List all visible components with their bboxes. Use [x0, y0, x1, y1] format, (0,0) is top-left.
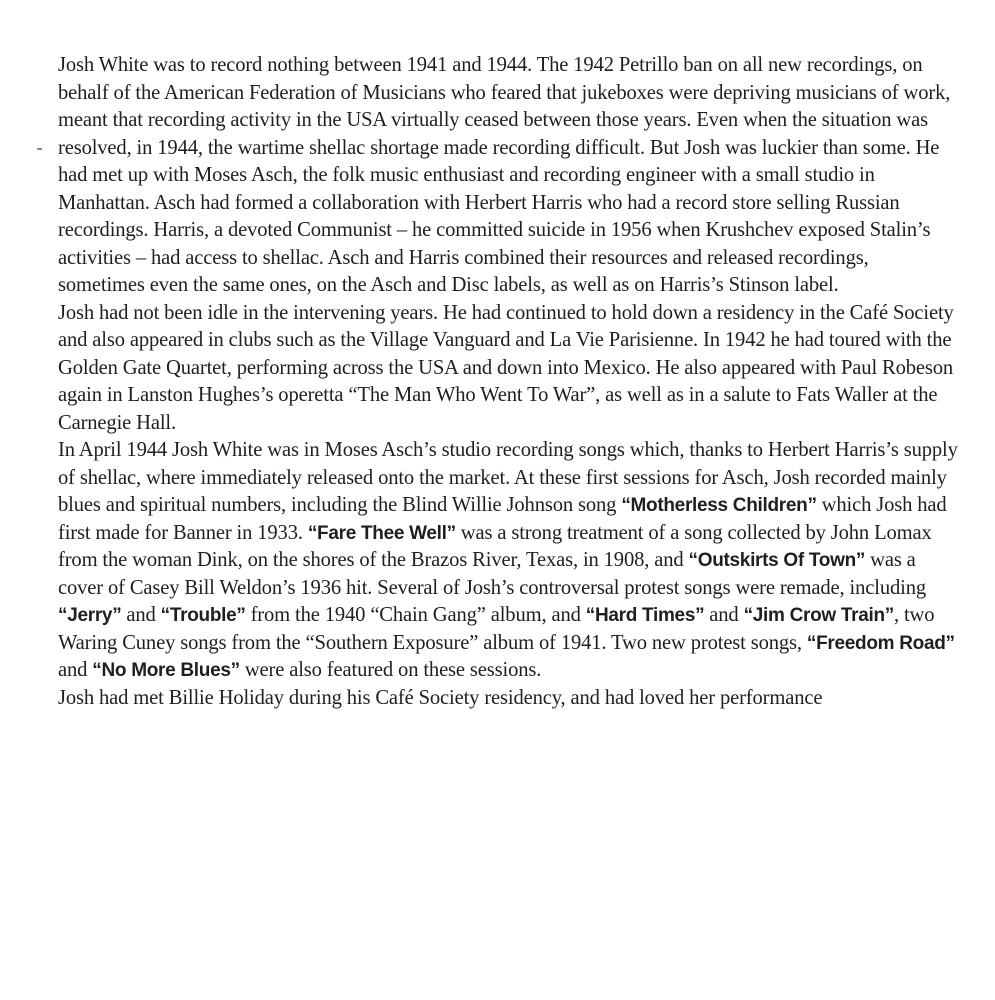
text-run: Josh White was to record nothing between 1941 and 1944. The 1942 Petrillo ban on all new recordings, on behalf of the American Federation of Musicians who feared that jukeboxes were depriving musicians of work, meant that recording activity in the USA virtually ceased between those years. Even when the situation was resolved, in 1944, the wartime shellac shortage made recording difficult. But Josh was luckier than some. He had met up with Moses Asch, the folk music enthusiast and recording engineer with a small studio in Manhattan. Asch had formed a collaboration with Herbert Harris who had a record store selling Russian recordings. Harris, a devoted Communist – he committed suicide in 1956 when Krushchev exposed Stalin’s activities – had access to shellac. Asch and Harris combined their resources and released recordings, sometimes even the same ones, on the Asch and Disc labels, as well as on Harris’s Stinson label. — [58, 54, 951, 296]
text-run: which Josh had first made for Banner in 1933. — [58, 494, 947, 544]
song-title: “Freedom Road” — [806, 632, 955, 654]
paragraph-4 — [58, 685, 958, 713]
text-run: Josh had met Billie Holiday during his Café Society residency, and had loved her performance — [58, 686, 823, 709]
song-title: “Jim Crow Train” — [743, 605, 894, 626]
paragraph-3 — [58, 437, 958, 685]
text-run: was a cover of Casey Bill Weldon’s 1936 hit. Several of Josh’s controversal protest songs were remade, including — [58, 549, 926, 599]
song-title: “Hard Times” — [585, 605, 705, 626]
song-title: “Motherless Children” — [621, 495, 817, 516]
document-body — [58, 52, 958, 712]
song-title: “Trouble” — [160, 605, 246, 626]
paragraph-1 — [58, 52, 958, 300]
song-title: “Fare Thee Well” — [307, 522, 456, 544]
song-title: “Jerry” — [58, 605, 122, 626]
text-run: was a strong treatment of a song collected by John Lomax from the woman Dink, on the shores of the Brazos River, Texas, in 1908, and — [58, 521, 932, 571]
text-run: , two Waring Cuney songs from the “Southern Exposure” album of 1941. Two new protest songs, — [58, 604, 935, 654]
text-run: were also featured on these sessions. — [239, 659, 542, 681]
text-run: and — [704, 604, 744, 626]
text-run: from the 1940 “Chain Gang” album, and — [245, 604, 586, 626]
margin-mark — [37, 148, 42, 150]
text-run: and — [58, 659, 93, 681]
text-run: Josh had not been idle in the intervening years. He had continued to hold down a residency in the Café Society and also appeared in clubs such as the Village Vanguard and La Vie Parisienne. In 1942 he had toured with the Golden Gate Quartet, performing across the USA and down into Mexico. He also appeared with Paul Robeson again in Lanston Hughes’s operetta “The Man Who Went To War”, as well as in a salute to Fats Waller at the Carnegie Hall. — [58, 301, 954, 434]
text-run: In April 1944 Josh White was in Moses Asch’s studio recording songs which, thanks to Herbert Harris’s supply of shellac, where immediately released onto the market. At these first sessions for Asch, Josh recorded mainly blues and spiritual numbers, including the Blind Willie Johnson song — [58, 439, 958, 516]
song-title: “No More Blues” — [92, 660, 240, 681]
song-title: “Outskirts Of Town” — [688, 550, 866, 571]
paragraph-2 — [58, 300, 958, 438]
text-run: and — [121, 604, 161, 626]
